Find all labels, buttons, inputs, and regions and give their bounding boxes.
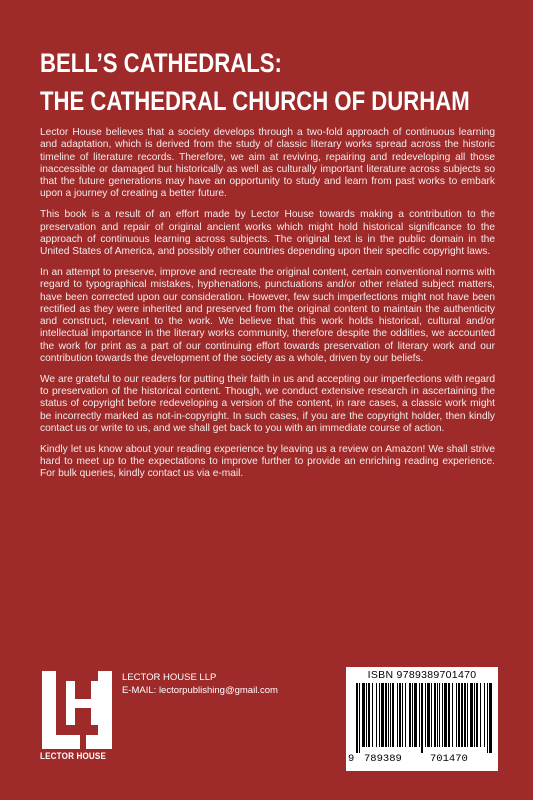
book-title	[40, 44, 470, 120]
isbn-label: ISBN 9789389701470	[367, 669, 477, 681]
paragraph-4: We are grateful to our readers for putting their faith in us and accepting our imperfections with regard to preservation of the historical content. Though, we conduct extensive research in ascertaining the status of copyright before redeveloping a version of the content, in rare cases, a classic work might be incorrectly marked as not-in-copyright. In such cases, if you are the copyright holder, then kindly contact us or write to us, and we shall get back to you with an immediate course of action.	[40, 373, 495, 435]
paragraph-5: Kindly let us know about your reading experience by leaving us a review on Amazon! We shall strive hard to meet up to the expectations to improve further to provide an enriching reading experience. For bulk queries, kindly contact us via e-mail.	[40, 443, 495, 480]
publisher-email: E-MAIL: lectorpublishing@gmail.com	[122, 685, 278, 696]
isbn-barcode	[346, 667, 498, 771]
barcode-digit-prefix: 9	[348, 753, 355, 765]
logo-wordmark: LECTOR HOUSE	[40, 751, 107, 762]
publisher-logo	[40, 671, 114, 769]
title-line-2: THE CATHEDRAL CHURCH OF DURHAM	[40, 86, 470, 116]
paragraph-3: In an attempt to preserve, improve and recreate the original content, certain conventional norms with regard to typographical mistakes, hyphenations, punctuations and/or other related subject matters, have been corrected upon our consideration. However, few such imperfections might not have been rectified as they were inherited and preserved from the original content to maintain the authenticity and construct, relevant to the work. We believe that this work holds historical, cultural and/or intellectual importance in the literary works community, therefore despite the oddities, we accounted the work for print as a part of our continuing effort towards preservation of literary work and our contribution towards the development of the society as a whole, driven by our beliefs.	[40, 266, 495, 365]
publisher-name: LECTOR HOUSE LLP	[122, 672, 217, 683]
title-line-1: BELL’S CATHEDRALS:	[40, 48, 282, 78]
blurb-text	[40, 127, 495, 489]
lector-house-logo-icon	[42, 671, 112, 749]
paragraph-2: This book is a result of an effort made by Lector House towards making a contribution to the preservation and repair of original ancient works which might hold historical significance to the approach of continuous learning across subjects. The original text is in the public domain in the United States of America, and possibly other countries depending upon their specific copyright laws.	[40, 209, 495, 258]
barcode-digit-group-2: 701470	[430, 753, 468, 765]
barcode-digits	[346, 753, 498, 767]
paragraph-1: Lector House believes that a society develops through a two-fold approach of continuous learning and adaptation, which is derived from the study of classic literary works spread across the historic timeline of literature records. Therefore, we aim at reviving, repairing and redeveloping all those inaccessible or damaged but historically as well as culturally important literature across subjects so that the future generations may have an opportunity to study and learn from past works to embark upon a journey of creating a better future.	[40, 127, 495, 200]
barcode-digit-group-1: 789389	[364, 753, 402, 765]
barcode-bars	[354, 683, 492, 753]
publisher-block	[40, 671, 278, 769]
